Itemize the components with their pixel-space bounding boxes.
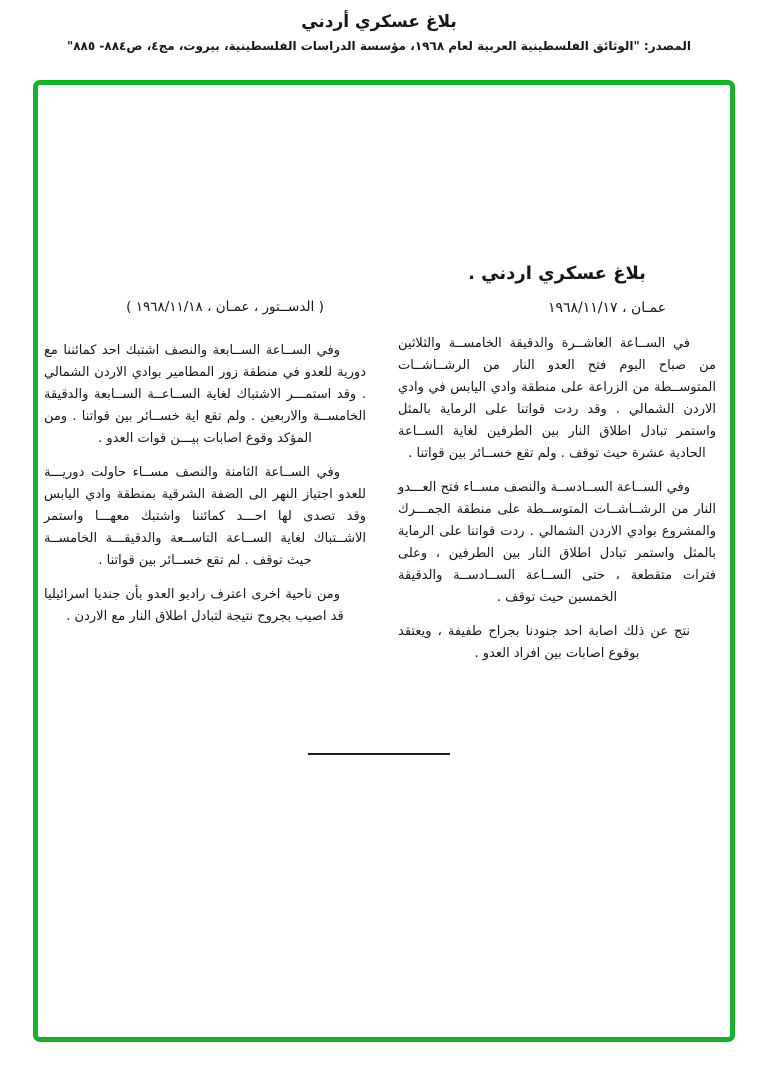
newspaper-paragraph-2: وفي الســاعة الثامنة والنصف مســاء حاولت دوريـــة للعدو اجتياز النهر الى الضفة الشرقية بمنطقة وادي اليابس وقد تصدى لها احـــد كمائننا واشتبك معهـــا واستمر الاشــتباك لغاية الســاعة التاســعة والدقيقـــة الخامســة حيث توقف . لم تقع خســائر بين قواتنا . [44,465,366,568]
newspaper-column [44,296,366,640]
communique-title: بلاغ عسكري اردني . [468,263,646,284]
newspaper-paragraph-1: وفي الســاعة الســابعة والنصف اشتبك احد كمائننا مع دورية للعدو في منطقة زور المطامير بوادي الاردن الشمالي . وقد استمـــر الاشتباك لغاية الســاعــة الســابعة والدقيقة الخامســة والاربعين . ولم تقع اية خســائر بين قواتنا . ومن المؤكد وقوع اصابات بيـــن قوات العدو . [44,343,366,446]
communique-paragraph-3: نتج عن ذلك اصابة احد جنودنا بجراح طفيفة ، ويعتقد بوقوع اصابات بين افراد العدو . [398,624,690,661]
communique-paragraph-1: في الســاعة العاشــرة والدقيقة الخامســة والثلاثين من صباح اليوم فتح العدو النار من الرشــاشــات المتوســطة من الزراعة على منطقة وادي اليابس في وادي الاردن الشمالي . وقد ردت قواتنا على الرماية بالمثل واستمر تبادل اطلاق النار بين الطرفين لغاية الســاعة الحادية عشرة حيث توقف . ولم تقع خســائر بين قواتنا . [398,336,716,461]
document-frame [33,80,735,1042]
communique-dateline: عمـان ، ١٩٦٨/١١/١٧ [547,300,667,316]
newspaper-paragraph-3: ومن ناحية اخرى اعترف راديو العدو بأن جنديا اسرائيليا قد اصيب بجروح نتيجة لتبادل اطلاق النار مع الاردن . [44,587,344,624]
end-divider-rule [308,753,450,755]
source-citation: المصدر: "الوثائق الفلسطينية العربية لعام ١٩٦٨، مؤسسة الدراسات الفلسطينية، بيروت، مج٤، ص٨٨٤- ٨٨٥" [66,39,692,53]
communique-paragraph-2: وفي الســاعة الســادســة والنصف مســاء فتح العـــدو النار من الرشــاشــات المتوســطة على منطقة الجمـــرك والمشروع بوادي الاردن الشمالي . ردت قواتنا على الرماية بالمثل واستمر تبادل اطلاق النار بين الطرفين ، وعلى فترات متقطعة ، حتى الســاعة الســادســة والدقيقة الخمسين حيث توقف . [398,480,716,605]
communique-column [398,263,716,677]
page-title: بلاغ عسكري أردني [301,12,457,32]
page-header [0,12,758,53]
newspaper-citation: ( الدســتور ، عمـان ، ١٩٦٨/١١/١٨ ) [126,299,324,315]
